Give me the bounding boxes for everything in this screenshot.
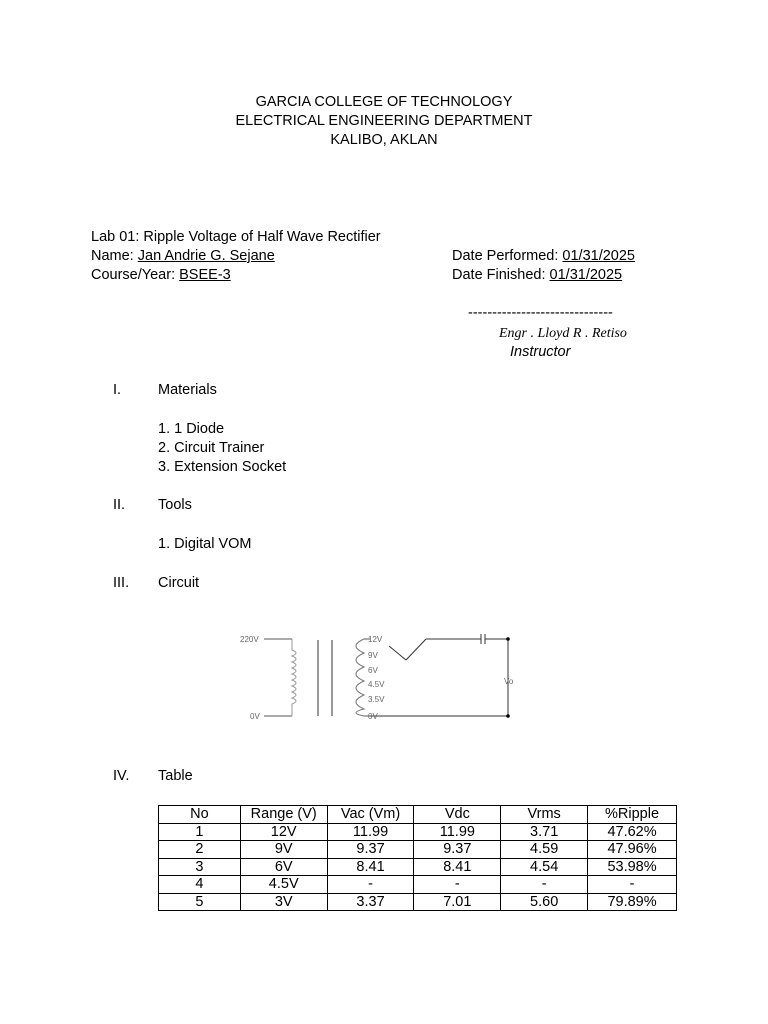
table-cell: 11.99 bbox=[327, 823, 414, 841]
table-cell: 3 bbox=[159, 858, 241, 876]
materials-item-1: 1. 1 Diode bbox=[158, 421, 225, 437]
table-cell: 8.41 bbox=[414, 858, 501, 876]
materials-item-2: 2. Circuit Trainer bbox=[158, 440, 265, 456]
table-cell: 8.41 bbox=[327, 858, 414, 876]
header-no: No bbox=[159, 806, 241, 824]
instructor-name: Engr . Lloyd R . Retiso bbox=[499, 326, 627, 341]
table-row bbox=[159, 841, 677, 859]
materials-item-3: 3. Extension Socket bbox=[158, 459, 287, 475]
label-tap-3-5v: 3.5V bbox=[368, 695, 385, 704]
selector-arm bbox=[389, 646, 406, 660]
header-range: Range (V) bbox=[240, 806, 327, 824]
date-performed-line bbox=[452, 247, 635, 266]
label-tap-4-5v: 4.5V bbox=[368, 680, 385, 689]
section-tools-title: Tools bbox=[158, 497, 192, 513]
table-cell: - bbox=[501, 876, 588, 894]
label-primary-0v: 0V bbox=[250, 712, 260, 721]
output-node-top bbox=[506, 637, 510, 641]
table-cell: 1 bbox=[159, 823, 241, 841]
name-line bbox=[91, 247, 275, 266]
table-cell: 79.89% bbox=[588, 893, 677, 911]
table-cell: 7.01 bbox=[414, 893, 501, 911]
label-tap-6v: 6V bbox=[368, 666, 378, 675]
table-cell: 4.5V bbox=[240, 876, 327, 894]
table-row bbox=[159, 823, 677, 841]
table-cell: - bbox=[588, 876, 677, 894]
label-tap-12v: 12V bbox=[368, 635, 383, 644]
header-vac: Vac (Vm) bbox=[327, 806, 414, 824]
course-label: Course/Year: bbox=[91, 267, 180, 283]
table-row bbox=[159, 893, 677, 911]
half-wave-rectifier-circuit bbox=[236, 630, 526, 725]
name-label: Name: bbox=[91, 248, 138, 264]
table-header-row bbox=[159, 806, 677, 824]
label-output-vo: Vo bbox=[504, 677, 514, 686]
table-cell: 3V bbox=[240, 893, 327, 911]
table-cell: 4.59 bbox=[501, 841, 588, 859]
table-cell: 9V bbox=[240, 841, 327, 859]
table-row bbox=[159, 858, 677, 876]
selector-blade bbox=[406, 639, 426, 660]
signature-line: ------------------------------ bbox=[468, 305, 613, 321]
label-tap-9v: 9V bbox=[368, 651, 378, 660]
ripple-data-table bbox=[158, 805, 677, 911]
date-finished-value: 01/31/2025 bbox=[549, 267, 623, 283]
table-cell: 4.54 bbox=[501, 858, 588, 876]
table-cell: 2 bbox=[159, 841, 241, 859]
location: KALIBO, AKLAN bbox=[330, 132, 438, 148]
name-value: Jan Andrie G. Sejane bbox=[137, 248, 275, 264]
output-node-bottom bbox=[506, 714, 510, 718]
course-line bbox=[91, 266, 231, 285]
primary-coil bbox=[292, 639, 296, 716]
date-finished-label: Date Finished: bbox=[452, 267, 550, 283]
date-performed-value: 01/31/2025 bbox=[562, 248, 635, 264]
college-name: GARCIA COLLEGE OF TECHNOLOGY bbox=[255, 94, 513, 110]
table-cell: 9.37 bbox=[327, 841, 414, 859]
section-materials-numeral: I. bbox=[113, 382, 122, 398]
date-finished-line bbox=[452, 266, 622, 285]
section-circuit-numeral: III. bbox=[113, 575, 130, 591]
table-cell: 6V bbox=[240, 858, 327, 876]
table-cell: 12V bbox=[240, 823, 327, 841]
course-value: BSEE-3 bbox=[179, 267, 231, 283]
section-table-title: Table bbox=[158, 768, 193, 784]
department-name: ELECTRICAL ENGINEERING DEPARTMENT bbox=[235, 113, 533, 129]
secondary-coil bbox=[356, 639, 364, 716]
table-cell: 4 bbox=[159, 876, 241, 894]
table-cell: 53.98% bbox=[588, 858, 677, 876]
table-row bbox=[159, 876, 677, 894]
table-cell: 3.71 bbox=[501, 823, 588, 841]
section-table-numeral: IV. bbox=[113, 768, 130, 784]
section-materials-title: Materials bbox=[158, 382, 217, 398]
table-cell: - bbox=[414, 876, 501, 894]
header-ripple: %Ripple bbox=[588, 806, 677, 824]
section-tools-numeral: II. bbox=[113, 497, 126, 513]
tools-item-1: 1. Digital VOM bbox=[158, 536, 252, 552]
table-cell: 47.62% bbox=[588, 823, 677, 841]
table-cell: 47.96% bbox=[588, 841, 677, 859]
header-vdc: Vdc bbox=[414, 806, 501, 824]
table-cell: 5.60 bbox=[501, 893, 588, 911]
table-cell: 9.37 bbox=[414, 841, 501, 859]
table-cell: 3.37 bbox=[327, 893, 414, 911]
table-cell: - bbox=[327, 876, 414, 894]
lab-title: Lab 01: Ripple Voltage of Half Wave Rectifier bbox=[91, 229, 381, 245]
table-cell: 5 bbox=[159, 893, 241, 911]
label-primary-220v: 220V bbox=[240, 635, 259, 644]
instructor-title: Instructor bbox=[510, 344, 571, 360]
label-tap-0v: 0V bbox=[368, 712, 378, 721]
header-vrms: Vrms bbox=[501, 806, 588, 824]
section-circuit-title: Circuit bbox=[158, 575, 200, 591]
table-cell: 11.99 bbox=[414, 823, 501, 841]
date-performed-label: Date Performed: bbox=[452, 248, 563, 264]
